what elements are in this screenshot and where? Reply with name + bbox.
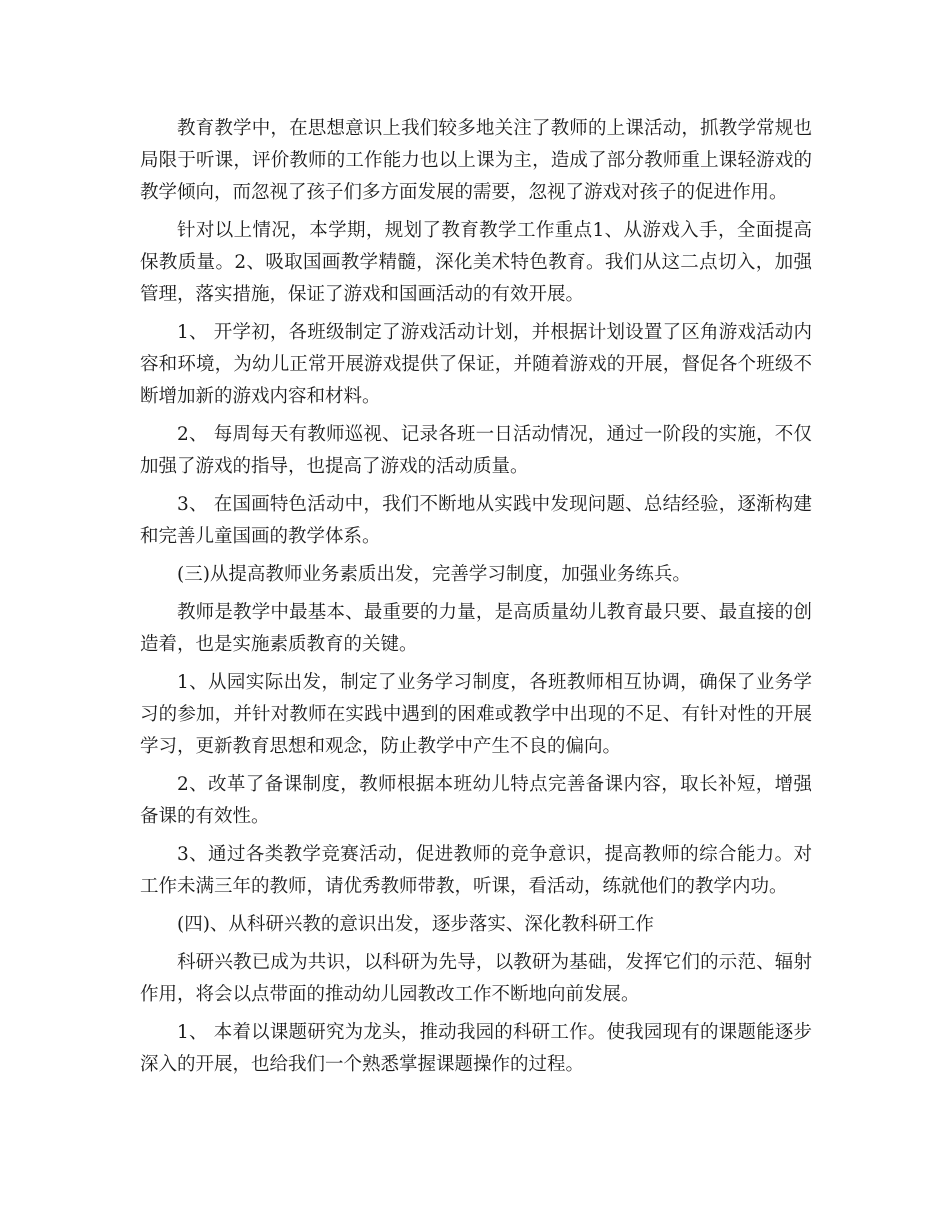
paragraph-12: 科研兴教已成为共识，以科研为先导，以教研为基础，发挥它们的示范、辐射作用，将会以点带面的推动幼儿园教改工作不断地向前发展。 [140, 952, 812, 1005]
paragraph-1: 教育教学中，在思想意识上我们较多地关注了教师的上课活动，抓教学常规也局限于听课，评价教师的工作能力也以上课为主，造成了部分教师重上课轻游戏的教学倾向，而忽视了孩子们多方面发展的需要，忽视了游戏对孩子的促进作用。 [140, 118, 812, 203]
paragraph-3: 1、 开学初，各班级制定了游戏活动计划，并根据计划设置了区角游戏活动内容和环境，为幼儿正常开展游戏提供了保证，并随着游戏的开展，督促各个班级不断增加新的游戏内容和材料。 [140, 322, 812, 407]
paragraph-10: 3、通过各类教学竞赛活动，促进教师的竞争意识，提高教师的综合能力。对工作未满三年的教师，请优秀教师带教，听课，看活动，练就他们的教学内功。 [140, 844, 812, 897]
paragraph-7: 教师是教学中最基本、最重要的力量，是高质量幼儿教育最只要、最直接的创造着，也是实施素质教育的关键。 [140, 602, 812, 655]
paragraph-4: 2、 每周每天有教师巡视、记录各班一日活动情况，通过一阶段的实施，不仅加强了游戏的指导，也提高了游戏的活动质量。 [140, 424, 812, 477]
paragraph-2: 针对以上情况，本学期，规划了教育教学工作重点1、从游戏入手，全面提高保教质量。2、吸取国画教学精髓，深化美术特色教育。我们从这二点切入，加强管理，落实措施，保证了游戏和国画活动的有效开展。 [140, 220, 812, 305]
document-body [140, 113, 812, 1087]
paragraph-5: 3、 在国画特色活动中，我们不断地从实践中发现问题、总结经验，逐渐构建和完善儿童国画的教学体系。 [140, 494, 812, 547]
paragraph-13: 1、 本着以课题研究为龙头，推动我园的科研工作。使我园现有的课题能逐步深入的开展，也给我们一个熟悉掌握课题操作的过程。 [140, 1022, 812, 1075]
section-heading-3: (三)从提高教师业务素质出发，完善学习制度，加强业务练兵。 [177, 564, 691, 585]
section-heading-4: (四)、从科研兴教的意识出发，逐步落实、深化教科研工作 [177, 914, 654, 935]
paragraph-8: 1、从园实际出发，制定了业务学习制度，各班教师相互协调，确保了业务学习的参加，并针对教师在实践中遇到的困难或教学中出现的不足、有针对性的开展学习，更新教育思想和观念，防止教学中产生不良的偏向。 [140, 672, 812, 757]
paragraph-9: 2、改革了备课制度，教师根据本班幼儿特点完善备课内容，取长补短，增强备课的有效性。 [140, 774, 812, 827]
